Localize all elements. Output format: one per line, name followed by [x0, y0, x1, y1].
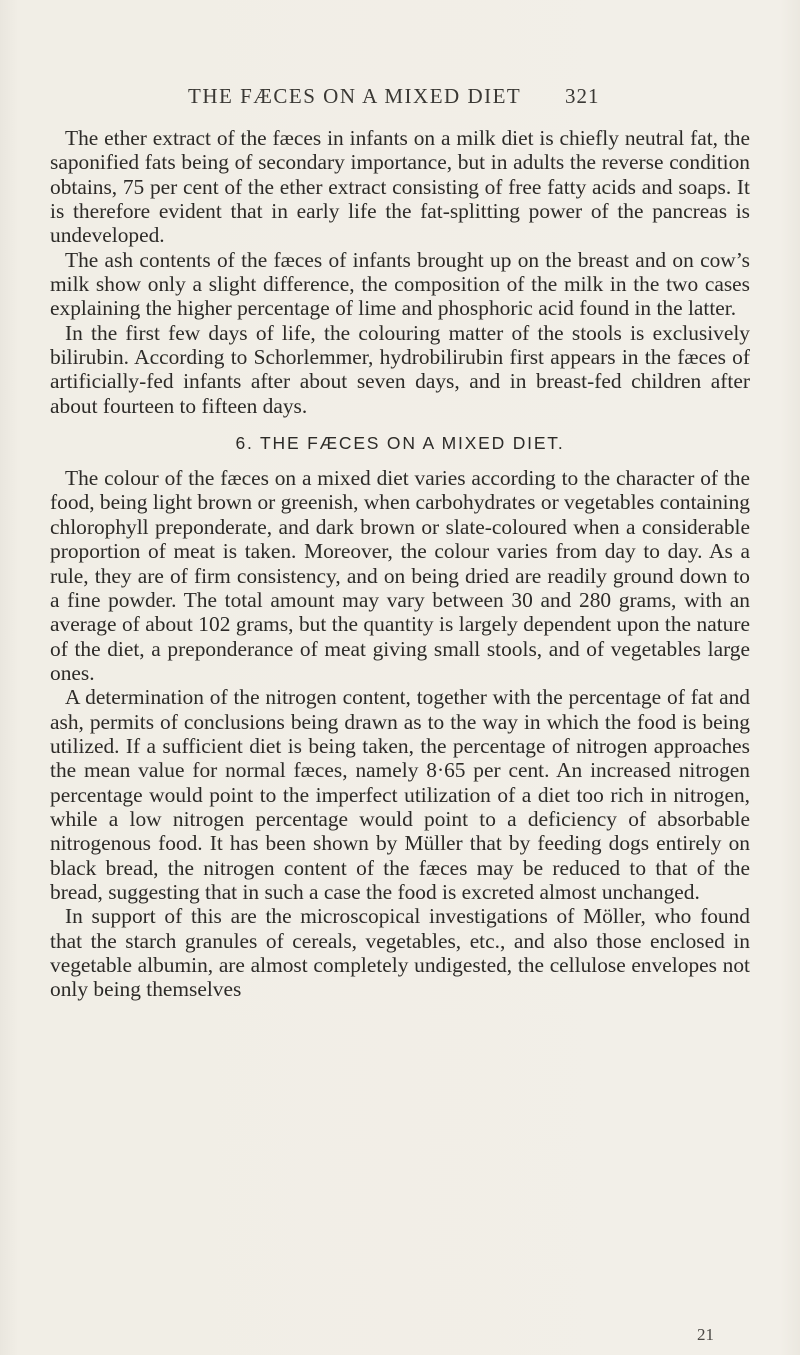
signature-mark: 21 — [697, 1325, 714, 1344]
paragraph-nitrogen-content: A determination of the nitrogen content, together with the percentage of fat and ash, permits of conclusions being drawn as to the way in which the food is being utilized. If a sufficient diet is being taken, the percentage of nitrogen approaches the mean value for normal fæces, namely 8·65 per cent. An increased nitrogen percentage would point to the imperfect utilization of a diet too rich in nitrogen, while a low nitrogen percentage would point to a deficiency of absorbable nitrogenous food. It has been shown by Müller that by feeding dogs entirely on black bread, the nitrogen content of the fæces may be reduced to that of the bread, suggesting that in such a case the food is excreted almost unchanged. — [50, 685, 750, 904]
paragraph-microscopical-investigations: In support of this are the microscopical investigations of Möller, who found that the starch granules of cereals, vegetables, etc., and also those enclosed in vegetable albumin, are almost completely undigested, the cellulose envelopes not only being themselves — [50, 904, 750, 1002]
running-head — [0, 84, 800, 114]
paragraph-colour-of-faeces: The colour of the fæces on a mixed diet varies according to the character of the food, being light brown or greenish, when carbohydrates or vegetables containing chlorophyll preponderate, and dark brown or slate-coloured when a considerable proportion of meat is taken. Moreover, the colour varies from day to day. As a rule, they are of firm consistency, and on being dried are readily ground down to a fine powder. The total amount may vary between 30 and 280 grams, with an average of about 102 grams, but the quantity is largely dependent upon the nature of the diet, a preponderance of meat giving small stools, and of vegetables large ones. — [50, 466, 750, 685]
page-number: 321 — [565, 84, 600, 108]
paragraph-ash-contents: The ash contents of the fæces of infants brought up on the breast and on cow’s milk show only a slight difference, the composition of the milk in the two cases explaining the higher percentage of lime and phosphoric acid found in the latter. — [50, 247, 750, 321]
body-text — [50, 126, 750, 1002]
running-head-title: THE FÆCES ON A MIXED DIET — [188, 84, 522, 108]
section-heading: 6. THE FÆCES ON A MIXED DIET. — [235, 433, 565, 454]
paragraph-colouring-matter: In the first few days of life, the colouring matter of the stools is exclusively bilirubin. According to Schorlemmer, hydrobilirubin first appears in the fæces of artificially-fed infants after about seven days, and in breast-fed children after about fourteen to fifteen days. — [50, 320, 750, 418]
paragraph-ether-extract: The ether extract of the fæces in infants on a milk diet is chiefly neutral fat, the saponified fats being of secondary importance, but in adults the reverse condition obtains, 75 per cent of the ether extract consisting of free fatty acids and soaps. It is therefore evident that in early life the fat-splitting power of the pancreas is undeveloped. — [50, 126, 750, 248]
